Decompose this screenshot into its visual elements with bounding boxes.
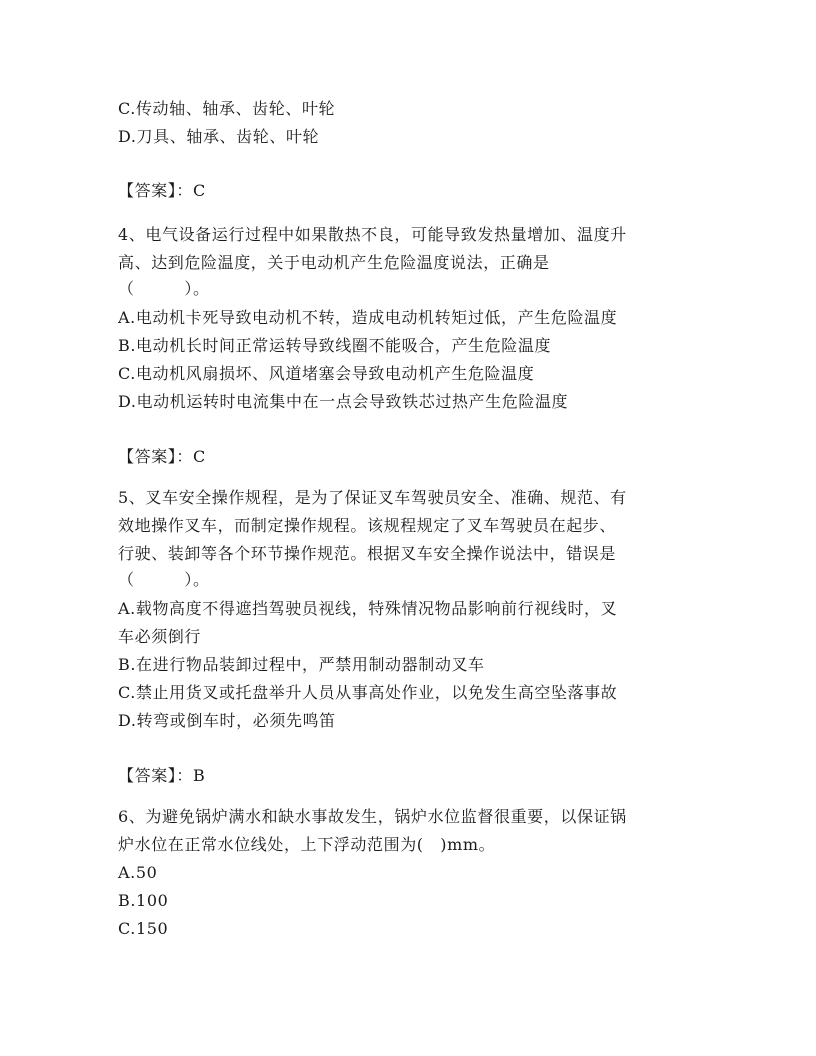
- q5-option-d: D.转弯或倒车时，必须先鸣笛: [118, 711, 336, 730]
- q5-stem-line-4: （ ）。: [118, 570, 210, 589]
- q6-option-c: C.150: [118, 919, 169, 938]
- q6-option-b: B.100: [118, 891, 169, 910]
- q5-answer: 【答案】：B: [118, 766, 206, 785]
- q3-answer: 【答案】：C: [118, 181, 206, 200]
- q4-answer: 【答案】：C: [118, 447, 206, 466]
- q4-option-d: D.电动机运转时电流集中在一点会导致铁芯过热产生危险温度: [118, 392, 569, 411]
- q5-stem-line-1: 5、叉车安全操作规程，是为了保证叉车驾驶员安全、准确、规范、有: [118, 488, 627, 507]
- q5-option-c: C.禁止用货叉或托盘举升人员从事高处作业，以免发生高空坠落事故: [118, 683, 618, 702]
- q6-option-a: A.50: [118, 863, 158, 882]
- q3-option-c: C.传动轴、轴承、齿轮、叶轮: [118, 99, 336, 118]
- q4-stem-line-3: （ ）。: [118, 279, 210, 298]
- q4-option-b: B.电动机长时间正常运转导致线圈不能吸合，产生危险温度: [118, 336, 552, 355]
- q6-stem-line-2: 炉水位在正常水位线处，上下浮动范围为( )mm。: [118, 835, 496, 854]
- q5-option-a-line-1: A.载物高度不得遮挡驾驶员视线，特殊情况物品影响前行视线时，叉: [118, 599, 618, 618]
- q4-option-c: C.电动机风扇损坏、风道堵塞会导致电动机产生危险温度: [118, 364, 535, 383]
- q4-option-a: A.电动机卡死导致电动机不转，造成电动机转矩过低，产生危险温度: [118, 308, 618, 327]
- q6-stem-line-1: 6、为避免锅炉满水和缺水事故发生，锅炉水位监督很重要，以保证锅: [118, 807, 627, 826]
- q4-stem-line-2: 高、达到危险温度，关于电动机产生危险温度说法，正确是: [118, 253, 550, 272]
- q5-stem-line-2: 效地操作叉车，而制定操作规程。该规程规定了叉车驾驶员在起步、: [118, 516, 617, 535]
- q3-option-d: D.刀具、轴承、齿轮、叶轮: [118, 127, 320, 146]
- q5-option-b: B.在进行物品装卸过程中，严禁用制动器制动叉车: [118, 655, 485, 674]
- q5-stem-line-3: 行驶、装卸等各个环节操作规范。根据叉车安全操作说法中，错误是: [118, 544, 617, 563]
- q4-stem-line-1: 4、电气设备运行过程中如果散热不良，可能导致发热量增加、温度升: [118, 225, 627, 244]
- q5-option-a-line-2: 车必须倒行: [118, 627, 202, 646]
